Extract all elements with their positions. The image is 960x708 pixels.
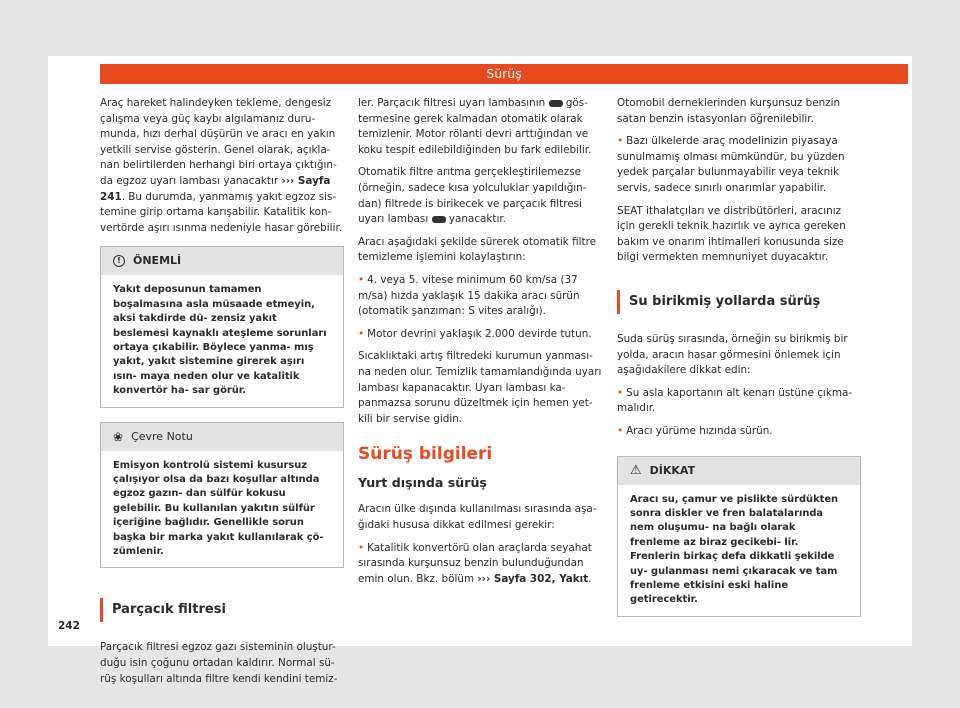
caution-title: DİKKAT: [649, 463, 696, 477]
important-notice: [100, 246, 344, 407]
paragraph: Aracın ülke dışında kullanılması sırasında aşa- ğıdaki hususa dikkat edilmesi gerekir:: [358, 503, 597, 532]
list-item: • Bazı ülkelerde araç modelinizin piyasaya sunulmamış olması mümkündür, bu yüzden yedek parçalar bulunmayabilir veya teknik servis, sadece sınırlı onarımlar yapabilir.: [617, 135, 845, 194]
important-title: ÖNEMLİ: [133, 254, 182, 268]
info-circle-icon: !: [113, 255, 125, 267]
bullet-icon: •: [617, 386, 624, 399]
important-body: Yakıt deposunun tamamen boşalmasına asla müsaade etmeyin, aksi takdirde dü- zensiz yakıt beslemesi kaynaklı ateşleme sorunları ortaya çıkabilir. Böylece yanma- mış yakıt, yakıt sistemine girerek aşırı ısın- maya neden olur ve katalitik konvertör ha- sar görür.: [113, 284, 327, 397]
paragraph: Otomobil derneklerinden kurşunsuz benzin satan benzin istasyonları öğrenilebilir.: [617, 97, 841, 125]
list-item: • Su asla kaportanın alt kenarı üstüne çıkma- malıdır.: [617, 386, 853, 415]
heading-driving-abroad: Yurt dışında sürüş: [358, 474, 487, 490]
subheading-water-driving: Su birikmiş yollarda sürüş: [617, 290, 861, 314]
paragraph: Sıcaklıktaki artış filtredeki kurumun yanması- na neden olur. Temizlik tamamlandığında uyarı lambası kapanacaktır. Uyarı lambası ka- panmazsa sorunu düzeltmek için hemen yet- kili bir servise gidin.: [358, 350, 602, 425]
bullet-icon: •: [617, 424, 624, 437]
bullet-icon: •: [358, 327, 365, 340]
page-number: 242: [58, 620, 80, 632]
particle-filter-lamp-icon: [549, 100, 563, 107]
list-item: • Motor devrini yaklaşık 2.000 devirde tutun.: [358, 327, 592, 340]
paragraph: Araç hareket halindeyken tekleme, dengesiz çalışma veya güç kaybı algılamanız duru- munda, hızı derhal düşürün ve aracı en yakın yetkili servise gösterin. Genel olarak, açıkla- nan belirtilerden herhangi biri ortaya çıktığın- da egzoz uyarı lambası yanacaktır ››› Sayfa 241. Bu durumda, yanmamış yakıt egzoz sis- temine girip ortama karışabilir. Katalitik kon- vertörde aşırı ısınma nedeniyle hasar görebilir.: [100, 97, 343, 234]
environment-body: Emisyon kontrolü sistemi kusursuz çalışıyor olsa da bazı koşullar altında egzoz gazın- dan sülfür kokusu gelebilir. Bu kullanılan yakıtın sülfür içeriğine bağlıdır. Genellikle sorun başka bir marka yakıt kullanılarak çö- zümlenir.: [113, 459, 324, 558]
caution-notice: [617, 456, 861, 617]
paragraph: Parçacık filtresi egzoz gazı sisteminin oluştur- duğu isin çoğunu ortadan kaldırır. Normal sü- rüş koşulları altında filtre kendi kendini temiz-: [100, 641, 338, 685]
caution-body: Aracı su, çamur ve pislikte sürdükten sonra diskler ve fren balatalarında nem oluşumu- na bağlı olarak frenleme az biraz gecikebi- lir. Frenlerin birkaç defa dikkatli şekilde uy- gulanması nemi çıkaracak ve tam frenleme etkisini eski haline getirecektir.: [630, 493, 839, 606]
list-item: • Aracı yürüme hızında sürün.: [617, 424, 773, 437]
column-3: [617, 96, 861, 617]
list-item: • 4. veya 5. vitese minimum 60 km/sa (37 m/sa) hızda yaklaşık 15 dakika aracı sürün (otomatik şanzıman: S vites aralığı).: [358, 273, 580, 318]
paragraph: Suda sürüş sırasında, örneğin su birikmiş bir yolda, aracın hasar görmesini önlemek için aşağıdakilere dikkat edin:: [617, 332, 848, 377]
bullet-icon: •: [358, 273, 365, 286]
list-item: • Katalitik konvertörü olan araçlarda seyahat sırasında kurşunsuz benzin bulunduğundan emin olun. Bkz. bölüm ››› Sayfa 302, Yakıt.: [358, 541, 592, 585]
column-1: [100, 96, 344, 694]
environment-title: Çevre Notu: [131, 429, 193, 443]
paragraph: SEAT ithalatçıları ve distribütörleri, aracınız için gerekli teknik hazırlık ve ayrıca gereken bakım ve onarım ihtimalleri konusunda size bilgi vermekten memnuniyet duyacaktır.: [617, 204, 846, 264]
page-reference-link[interactable]: ››› Sayfa 241: [100, 174, 331, 203]
environment-note: [100, 422, 344, 569]
bullet-icon: •: [617, 135, 624, 148]
subheading-particle-filter: Parçacık filtresi: [100, 598, 344, 622]
heading-driving-info: Sürüş bilgileri: [358, 444, 493, 465]
particle-filter-lamp-icon: [432, 216, 446, 223]
section-header: Sürüş: [100, 64, 908, 84]
paragraph: Aracı aşağıdaki şekilde sürerek otomatik filtre temizleme işlemini kolaylaştırın:: [358, 235, 597, 264]
paragraph: Otomatik filtre arıtma gerçekleştirilemezse (örneğin, sadece kısa yolculuklar yapıldığın- dan) filtrede is birikecek ve parçacık filtresi uyarı lambası yanacaktır.: [358, 166, 587, 226]
paragraph: ler. Parçacık filtresi uyarı lambasının gös- termesine gerek kalmadan otomatik olarak temizlenir. Motor rölanti devri arttığından ve koku tespit edilebildiğinden bu fark edilebilir.: [358, 97, 592, 156]
bullet-icon: •: [358, 541, 365, 554]
column-2: [358, 96, 602, 594]
manual-page: [48, 56, 912, 685]
warning-triangle-icon: ⚠: [630, 462, 642, 478]
page-reference-link[interactable]: ››› Sayfa 302, Yakıt: [477, 572, 589, 585]
leaf-icon: ❀: [113, 429, 124, 444]
